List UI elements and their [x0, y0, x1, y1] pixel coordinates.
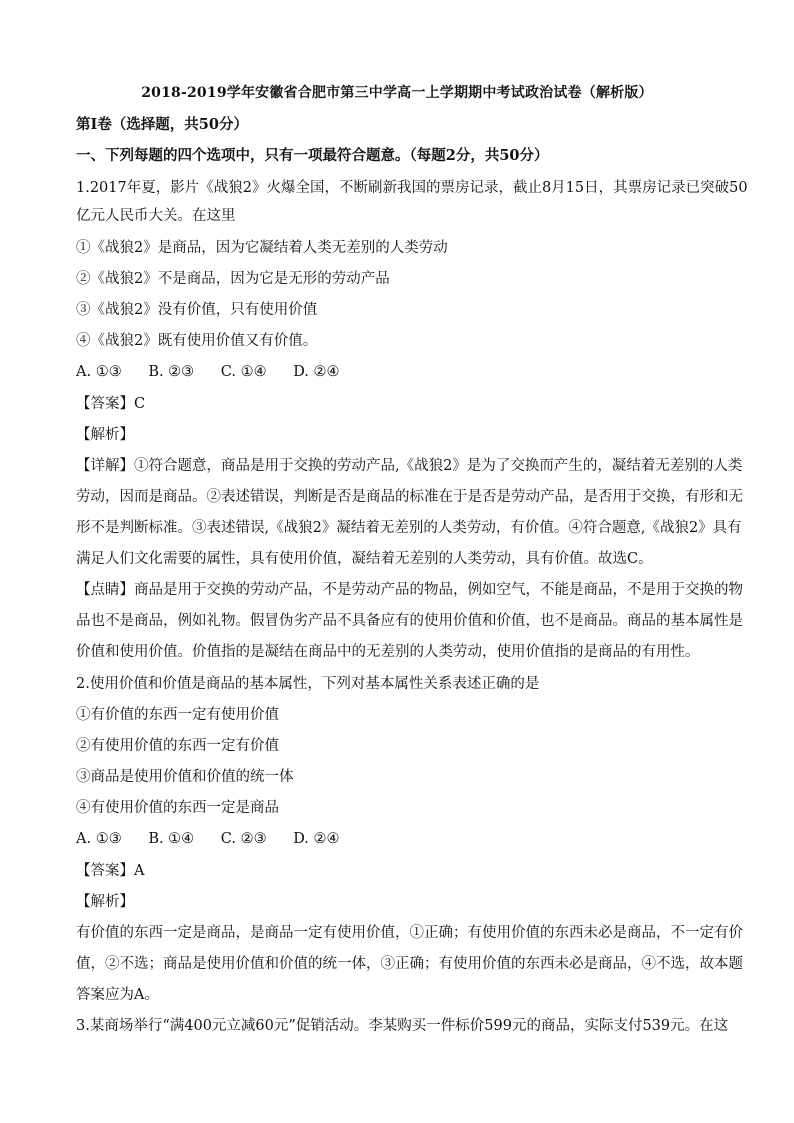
q1-tip-line-3: 价值和使用价值。价值指的是凝结在商品中的无差别的人类劳动，使用价值指的是商品的有用性。	[76, 644, 700, 660]
q2-answer: 【答案】A	[76, 863, 145, 879]
q2-explanation-line-3: 答案应为A。	[76, 987, 159, 1003]
q1-statement-3: ③《战狼2》没有价值，只有使用价值	[76, 302, 318, 318]
q2-statement-1: ①有价值的东西一定有使用价值	[76, 707, 279, 723]
q1-option-a: A. ①③	[76, 364, 122, 380]
q1-tip-line-1: 【点睛】商品是用于交换的劳动产品，不是劳动产品的物品，例如空气，不能是商品，不是用于交换的物	[76, 582, 743, 598]
q1-options	[76, 362, 726, 382]
q1-detail-line-1: 【详解】①符合题意，商品是用于交换的劳动产品,《战狼2》是为了交换而产生的，凝结着无差别的人类	[76, 458, 743, 474]
part-heading: 第I卷（选择题，共50分）	[76, 116, 248, 133]
q1-option-d: D. ②④	[293, 364, 340, 380]
q2-explanation-line-1: 有价值的东西一定是商品，是商品一定有使用价值，①正确；有使用价值的东西未必是商品，不一定有价	[76, 925, 743, 941]
q2-explanation-line-2: 值，②不选；商品是使用价值和价值的统一体，③正确；有使用价值的东西未必是商品，④不选，故本题	[76, 956, 743, 972]
q1-option-b: B. ②③	[148, 364, 195, 380]
q1-tip-line-2: 品也不是商品，例如礼物。假冒伪劣产品不具备应有的使用价值和价值，也不是商品。商品的基本属性是	[76, 613, 743, 629]
q1-detail-line-4: 满足人们文化需要的属性，具有使用价值，凝结着无差别的人类劳动，具有价值。故选C。	[76, 551, 653, 567]
q2-option-c: C. ②③	[220, 831, 267, 847]
q2-analysis-label: 【解析】	[76, 894, 134, 910]
document-title: 2018-2019学年安徽省合肥市第三中学高一上学期期中考试政治试卷（解析版）	[141, 85, 653, 101]
q1-statement-2: ②《战狼2》不是商品，因为它是无形的劳动产品	[76, 271, 390, 287]
q1-answer: 【答案】C	[76, 396, 146, 412]
q1-analysis-label: 【解析】	[76, 427, 134, 443]
q1-stem-line-2: 亿元人民币大关。在这里	[76, 208, 236, 224]
q2-statement-3: ③商品是使用价值和价值的统一体	[76, 769, 294, 785]
q3-stem-line-1: 3.某商场举行“满400元立减60元”促销活动。李某购买一件标价599元的商品，实际支付539元。在这	[76, 1018, 729, 1034]
q2-option-b: B. ①④	[148, 831, 195, 847]
q1-stem-line-1: 1.2017年夏，影片《战狼2》火爆全国，不断刷新我国的票房记录，截止8月15日，其票房记录已突破50	[76, 180, 748, 196]
q1-option-c: C. ①④	[220, 364, 267, 380]
section-heading: 一、下列每题的四个选项中，只有一项最符合题意。（每题2分，共50分）	[76, 147, 549, 164]
q2-statement-2: ②有使用价值的东西一定有价值	[76, 738, 279, 754]
q2-options	[76, 829, 726, 849]
q2-statement-4: ④有使用价值的东西一定是商品	[76, 800, 279, 816]
q2-option-a: A. ①③	[76, 831, 122, 847]
q1-statement-1: ①《战狼2》是商品，因为它凝结着人类无差别的人类劳动	[76, 240, 448, 256]
q1-detail-line-3: 形不是判断标准。③表述错误,《战狼2》凝结着无差别的人类劳动，有价值。④符合题意,《战狼2》具有	[76, 520, 742, 536]
q1-statement-4: ④《战狼2》既有使用价值又有价值。	[76, 333, 318, 349]
q1-detail-line-2: 劳动，因而是商品。②表述错误，判断是否是商品的标准在于是否是劳动产品，是否用于交换，有形和无	[76, 489, 743, 505]
q2-option-d: D. ②④	[293, 831, 340, 847]
q2-stem: 2.使用价值和价值是商品的基本属性，下列对基本属性关系表述正确的是	[76, 676, 540, 692]
